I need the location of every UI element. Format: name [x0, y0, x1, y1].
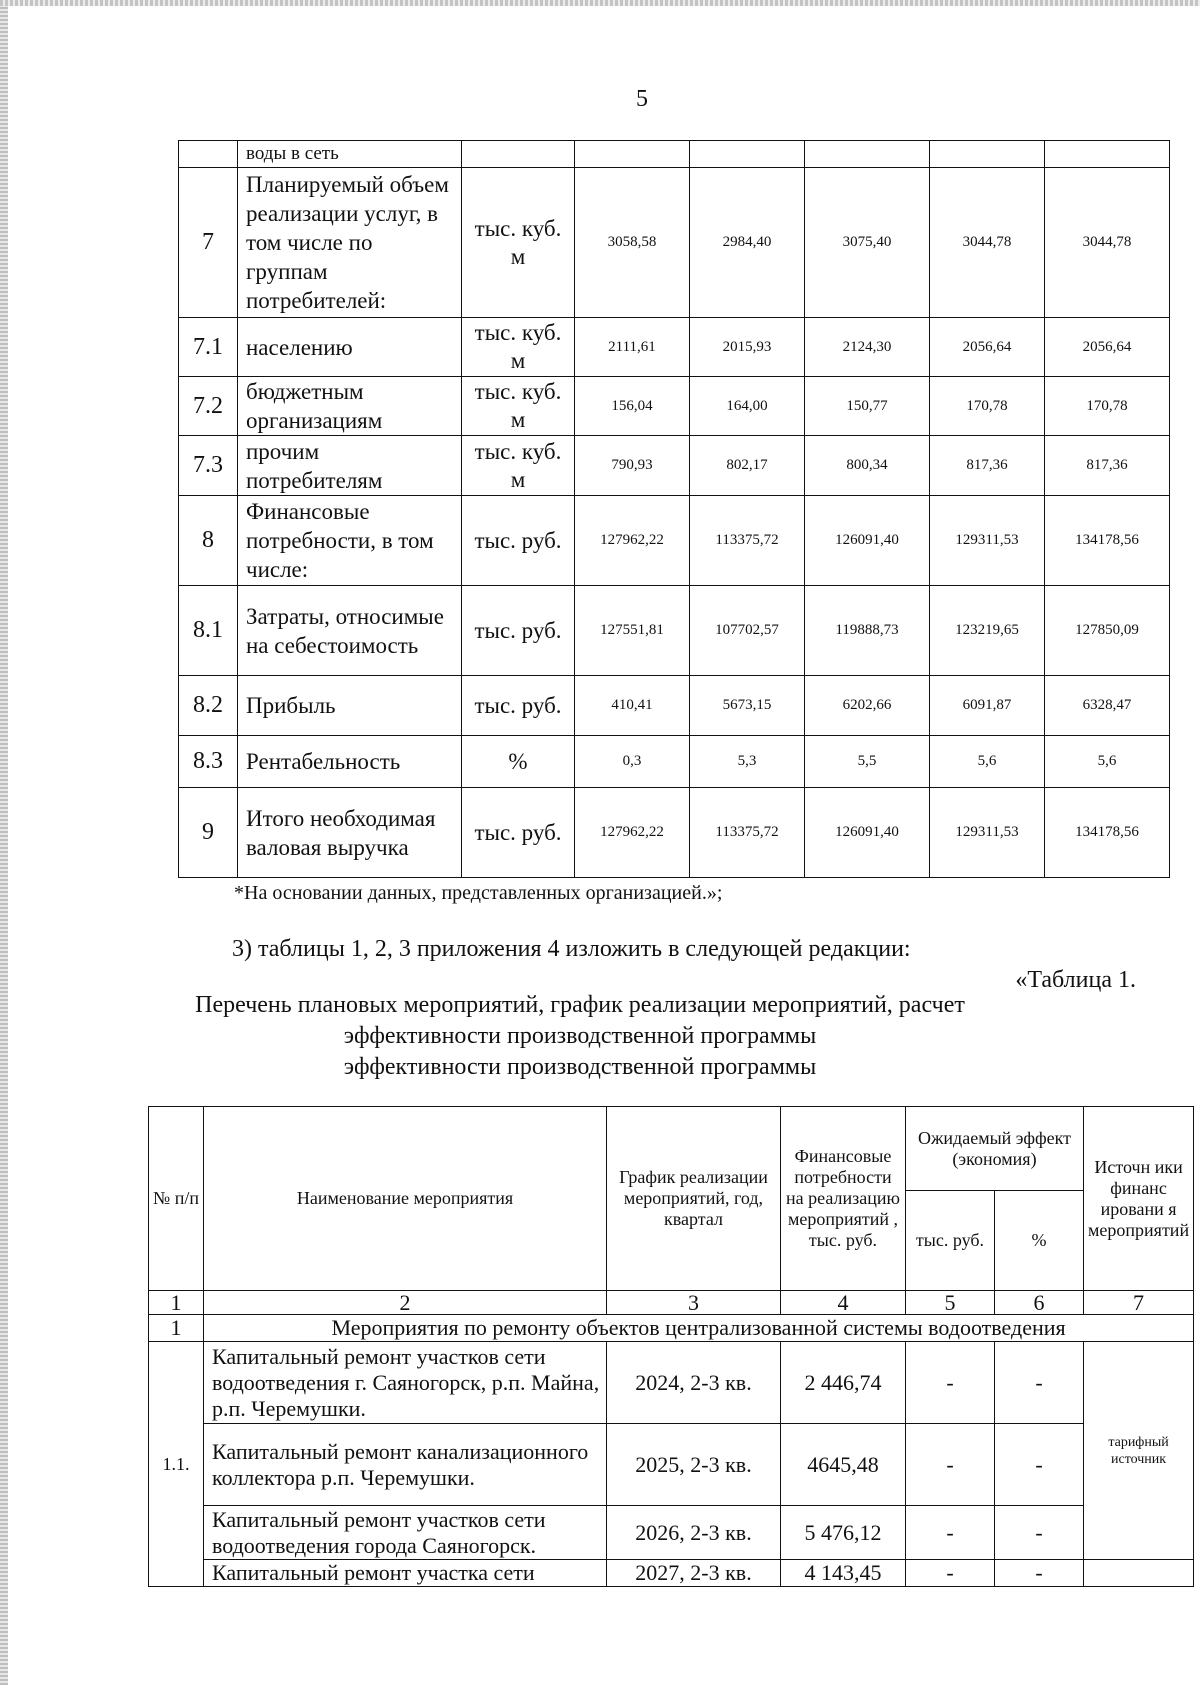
table-row [179, 377, 1170, 436]
table-reference: «Таблица 1. [1015, 967, 1136, 993]
row-number: 8.2 [179, 676, 238, 736]
value-cell: 129311,53 [930, 496, 1045, 586]
row-unit: тыс. руб. [462, 788, 575, 878]
table-row [179, 436, 1170, 496]
value-cell: 170,78 [930, 377, 1045, 436]
row-unit: тыс. руб. [462, 496, 575, 586]
row-name: Финансовые потребности, в том числе: [238, 496, 462, 586]
row-name: Итого необходимая валовая выручка [238, 788, 462, 878]
effect-rub: - [906, 1424, 995, 1506]
value-cell: 410,41 [575, 676, 690, 736]
effect-rub: - [906, 1560, 995, 1587]
column-number: 4 [781, 1291, 906, 1315]
value-cell: 150,77 [805, 377, 930, 436]
value-cell: 127962,22 [575, 496, 690, 586]
funding-source-empty [1084, 1560, 1194, 1587]
table-title [160, 990, 1000, 1083]
effect-pct: - [995, 1560, 1084, 1587]
value-cell: 2111,61 [575, 318, 690, 377]
section-number: 1 [149, 1315, 204, 1342]
section-title: Мероприятия по ремонту объектов централизованной системы водоотведения [204, 1315, 1194, 1342]
table-row [179, 788, 1170, 878]
row-name: прочим потребителям [238, 436, 462, 496]
header-row [149, 1107, 1194, 1191]
header-finance: Финансовые потребности на реализацию мероприятий , тыс. руб. [781, 1107, 906, 1291]
value-cell: 113375,72 [690, 788, 805, 878]
section-row [149, 1315, 1194, 1342]
row-unit: тыс. куб. м [462, 168, 575, 318]
effect-rub: - [906, 1342, 995, 1424]
value-cell: 790,93 [575, 436, 690, 496]
row-unit: тыс. руб. [462, 586, 575, 676]
title-line: эффективности производственной программы [343, 1054, 817, 1080]
column-number: 2 [204, 1291, 607, 1315]
value-cell: 2015,93 [690, 318, 805, 377]
measure-finance: 2 446,74 [781, 1342, 906, 1424]
table-row [179, 676, 1170, 736]
effect-pct: - [995, 1342, 1084, 1424]
column-number: 7 [1084, 1291, 1194, 1315]
table-row [179, 586, 1170, 676]
column-numbers-row [149, 1291, 1194, 1315]
header-effect-rub: тыс. руб. [906, 1191, 995, 1291]
amendment-paragraph: 3) таблицы 1, 2, 3 приложения 4 изложить в следующей редакции: [232, 936, 911, 962]
measure-schedule: 2026, 2-3 кв. [607, 1506, 781, 1560]
table-row [149, 1342, 1194, 1424]
header-source: Источн ики финанс ировани я мероприятий [1084, 1107, 1194, 1291]
funding-source: тарифный источник [1084, 1342, 1194, 1560]
table-row [179, 496, 1170, 586]
header-effect: Ожидаемый эффект (экономия) [906, 1107, 1084, 1191]
row-unit: % [462, 736, 575, 788]
measure-finance: 4645,48 [781, 1424, 906, 1506]
value-cell: 2056,64 [930, 318, 1045, 377]
value-cell: 6091,87 [930, 676, 1045, 736]
effect-pct: - [995, 1424, 1084, 1506]
value-cell: 802,17 [690, 436, 805, 496]
row-number: 7.3 [179, 436, 238, 496]
value-cell: 3044,78 [1045, 168, 1170, 318]
column-number: 6 [995, 1291, 1084, 1315]
value-cell: 164,00 [690, 377, 805, 436]
measure-schedule: 2024, 2-3 кв. [607, 1342, 781, 1424]
table-row [149, 1506, 1194, 1560]
value-cell: 123219,65 [930, 586, 1045, 676]
value-cell: 107702,57 [690, 586, 805, 676]
group-number: 1.1. [149, 1342, 204, 1587]
effect-pct: - [995, 1506, 1084, 1560]
value-cell: 119888,73 [805, 586, 930, 676]
column-number: 3 [607, 1291, 781, 1315]
effect-rub: - [906, 1506, 995, 1560]
table-row [179, 318, 1170, 377]
value-cell: 2124,30 [805, 318, 930, 377]
value-cell: 6328,47 [1045, 676, 1170, 736]
value-cell: 5673,15 [690, 676, 805, 736]
measure-name: Капитальный ремонт канализационного коллектора р.п. Черемушки. [204, 1424, 607, 1506]
row-unit: тыс. руб. [462, 676, 575, 736]
value-cell: 2984,40 [690, 168, 805, 318]
value-cell: 127551,81 [575, 586, 690, 676]
row-name: воды в сеть [238, 141, 462, 168]
header-name: Наименование мероприятия [204, 1107, 607, 1291]
row-name: Планируемый объем реализации услуг, в том числе по группам потребителей: [238, 168, 462, 318]
row-number: 8.3 [179, 736, 238, 788]
value-cell: 5,6 [930, 736, 1045, 788]
row-name: Прибыль [238, 676, 462, 736]
header-schedule: График реализации мероприятий, год, квартал [607, 1107, 781, 1291]
row-unit: тыс. куб. м [462, 377, 575, 436]
value-cell: 0,3 [575, 736, 690, 788]
row-name: Рентабельность [238, 736, 462, 788]
row-unit: тыс. куб. м [462, 436, 575, 496]
value-cell: 127850,09 [1045, 586, 1170, 676]
table-row [179, 736, 1170, 788]
scan-edge-top [0, 0, 1200, 6]
measure-name: Капитальный ремонт участков сети водоотведения г. Саяногорск, р.п. Майна, р.п. Черемушки. [204, 1342, 607, 1424]
measure-schedule: 2025, 2-3 кв. [607, 1424, 781, 1506]
value-cell: 6202,66 [805, 676, 930, 736]
row-number: 7.1 [179, 318, 238, 377]
row-number: 9 [179, 788, 238, 878]
value-cell: 126091,40 [805, 496, 930, 586]
footnote: *На основании данных, представленных организацией.»; [234, 882, 723, 904]
measure-finance: 4 143,45 [781, 1560, 906, 1587]
value-cell: 3075,40 [805, 168, 930, 318]
indicators-table [178, 140, 1170, 878]
table-row [149, 1560, 1194, 1587]
page-number: 5 [636, 86, 648, 112]
value-cell: 170,78 [1045, 377, 1170, 436]
measure-schedule: 2027, 2-3 кв. [607, 1560, 781, 1587]
column-number: 5 [906, 1291, 995, 1315]
header-effect-pct: % [995, 1191, 1084, 1291]
column-number: 1 [149, 1291, 204, 1315]
value-cell: 126091,40 [805, 788, 930, 878]
measure-name: Капитальный ремонт участков сети водоотведения города Саяногорск. [204, 1506, 607, 1560]
value-cell: 817,36 [1045, 436, 1170, 496]
measure-name: Капитальный ремонт участка сети [204, 1560, 607, 1587]
title-line: Перечень плановых мероприятий, график реализации мероприятий, расчет [195, 992, 965, 1018]
row-number: 7 [179, 168, 238, 318]
row-name: Затраты, относимые на себестоимость [238, 586, 462, 676]
value-cell: 3044,78 [930, 168, 1045, 318]
row-name: бюджетным организациям [238, 377, 462, 436]
measures-table [148, 1106, 1194, 1587]
scan-edge-left [0, 0, 8, 1685]
value-cell: 800,34 [805, 436, 930, 496]
table-row [179, 141, 1170, 168]
value-cell: 129311,53 [930, 788, 1045, 878]
value-cell: 817,36 [930, 436, 1045, 496]
value-cell: 3058,58 [575, 168, 690, 318]
header-num: № п/п [149, 1107, 204, 1291]
title-line: эффективности производственной программы [343, 1023, 817, 1049]
table-row [149, 1424, 1194, 1506]
value-cell: 134178,56 [1045, 788, 1170, 878]
row-number: 8.1 [179, 586, 238, 676]
row-number: 7.2 [179, 377, 238, 436]
value-cell: 2056,64 [1045, 318, 1170, 377]
row-number [179, 141, 238, 168]
row-name: населению [238, 318, 462, 377]
value-cell: 5,5 [805, 736, 930, 788]
measure-finance: 5 476,12 [781, 1506, 906, 1560]
value-cell: 127962,22 [575, 788, 690, 878]
value-cell: 156,04 [575, 377, 690, 436]
value-cell: 5,6 [1045, 736, 1170, 788]
value-cell: 113375,72 [690, 496, 805, 586]
row-unit: тыс. куб. м [462, 318, 575, 377]
row-number: 8 [179, 496, 238, 586]
value-cell: 5,3 [690, 736, 805, 788]
value-cell: 134178,56 [1045, 496, 1170, 586]
table-row [179, 168, 1170, 318]
